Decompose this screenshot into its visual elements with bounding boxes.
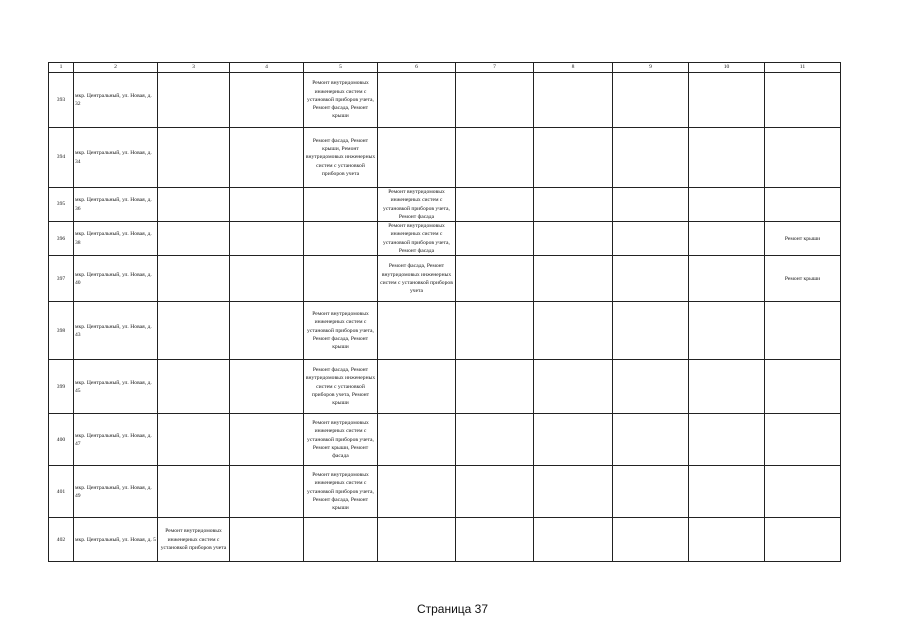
column-header: 11 (765, 63, 841, 73)
work-cell (230, 302, 304, 360)
work-cell (304, 256, 378, 302)
work-cell (689, 188, 765, 222)
table-row (49, 466, 841, 518)
work-cell (765, 414, 841, 466)
work-cell (689, 128, 765, 188)
row-number: 396 (49, 222, 74, 256)
work-cell (534, 188, 613, 222)
row-number: 400 (49, 414, 74, 466)
table-row (49, 414, 841, 466)
work-cell (158, 414, 230, 466)
work-cell (534, 518, 613, 562)
column-header: 4 (230, 63, 304, 73)
column-header: 6 (378, 63, 456, 73)
row-number: 399 (49, 360, 74, 414)
work-cell (765, 518, 841, 562)
table-row (49, 73, 841, 128)
work-cell: Ремонт внутридомовых инженерных систем с установкой приборов учета, Ремонт крыши, Ремонт фасада (304, 414, 378, 466)
address-cell: мкр. Центральный, ул. Новая, д. 38 (74, 222, 158, 256)
table-row (49, 222, 841, 256)
column-header: 3 (158, 63, 230, 73)
work-cell (534, 222, 613, 256)
work-cell (765, 360, 841, 414)
work-cell (158, 360, 230, 414)
work-cell (456, 73, 534, 128)
work-cell (534, 128, 613, 188)
work-cell (158, 466, 230, 518)
work-cell (534, 256, 613, 302)
address-cell: мкр. Центральный, ул. Новая, д. 5 (74, 518, 158, 562)
column-header: 10 (689, 63, 765, 73)
table-row (49, 188, 841, 222)
work-cell (534, 414, 613, 466)
work-cell (613, 256, 689, 302)
work-cell (230, 518, 304, 562)
column-header: 5 (304, 63, 378, 73)
table-row (49, 256, 841, 302)
work-cell (613, 360, 689, 414)
work-cell (456, 188, 534, 222)
work-cell: Ремонт внутридомовых инженерных систем с установкой приборов учета, Ремонт фасада (378, 222, 456, 256)
row-number: 402 (49, 518, 74, 562)
row-number: 393 (49, 73, 74, 128)
work-cell (304, 222, 378, 256)
work-cell: Ремонт внутридомовых инженерных систем с установкой приборов учета, Ремонт фасада (378, 188, 456, 222)
row-number: 397 (49, 256, 74, 302)
work-cell (456, 302, 534, 360)
work-cell (613, 302, 689, 360)
work-cell (158, 128, 230, 188)
work-cell (158, 302, 230, 360)
address-cell: мкр. Центральный, ул. Новая, д. 32 (74, 73, 158, 128)
work-cell (689, 222, 765, 256)
work-cell (765, 128, 841, 188)
table-row (49, 360, 841, 414)
address-cell: мкр. Центральный, ул. Новая, д. 45 (74, 360, 158, 414)
work-cell (613, 188, 689, 222)
work-cell (456, 128, 534, 188)
work-cell (613, 73, 689, 128)
work-cell (230, 360, 304, 414)
work-cell (378, 302, 456, 360)
work-cell (230, 256, 304, 302)
work-cell: Ремонт внутридомовых инженерных систем с установкой приборов учета, Ремонт фасада, Ремонт крыши (304, 466, 378, 518)
work-cell (230, 188, 304, 222)
work-cell (765, 466, 841, 518)
work-cell: Ремонт крыши (765, 222, 841, 256)
work-cell (230, 414, 304, 466)
work-cell (456, 414, 534, 466)
column-header: 1 (49, 63, 74, 73)
work-cell: Ремонт фасада, Ремонт крыши, Ремонт внутридомовых инженерных систем с установкой приборов учета (304, 128, 378, 188)
table-row (49, 302, 841, 360)
work-cell (689, 518, 765, 562)
work-cell (378, 73, 456, 128)
work-cell (304, 518, 378, 562)
work-cell: Ремонт крыши (765, 256, 841, 302)
work-cell (304, 188, 378, 222)
work-cell (456, 360, 534, 414)
work-cell (689, 466, 765, 518)
work-cell (378, 128, 456, 188)
work-cell (378, 414, 456, 466)
work-cell (534, 302, 613, 360)
row-number: 394 (49, 128, 74, 188)
work-cell (613, 518, 689, 562)
work-cell: Ремонт внутридомовых инженерных систем с установкой приборов учета, Ремонт фасада, Ремонт крыши (304, 302, 378, 360)
column-header: 8 (534, 63, 613, 73)
work-cell (158, 188, 230, 222)
work-cell (534, 360, 613, 414)
table-body (49, 63, 841, 562)
work-cell: Ремонт внутридомовых инженерных систем с установкой приборов учета, Ремонт фасада, Ремонт крыши (304, 73, 378, 128)
work-cell: Ремонт внутридомовых инженерных систем с установкой приборов учета (158, 518, 230, 562)
work-cell (378, 466, 456, 518)
work-cell (456, 222, 534, 256)
work-cell (689, 360, 765, 414)
work-cell (158, 256, 230, 302)
work-cell (689, 414, 765, 466)
row-number: 401 (49, 466, 74, 518)
header-row (49, 63, 841, 73)
work-cell (230, 466, 304, 518)
work-cell (158, 222, 230, 256)
address-cell: мкр. Центральный, ул. Новая, д. 43 (74, 302, 158, 360)
page-number: Страница 37 (416, 602, 489, 616)
table-row (49, 518, 841, 562)
work-cell (765, 73, 841, 128)
work-cell (456, 466, 534, 518)
work-cell (613, 128, 689, 188)
table-row (49, 128, 841, 188)
work-cell (158, 73, 230, 128)
column-header: 7 (456, 63, 534, 73)
address-cell: мкр. Центральный, ул. Новая, д. 49 (74, 466, 158, 518)
column-header: 2 (74, 63, 158, 73)
work-cell (613, 466, 689, 518)
work-cell (230, 128, 304, 188)
work-cell (534, 73, 613, 128)
column-header: 9 (613, 63, 689, 73)
address-cell: мкр. Центральный, ул. Новая, д. 36 (74, 188, 158, 222)
work-cell (689, 73, 765, 128)
work-cell (689, 256, 765, 302)
work-cell: Ремонт фасада, Ремонт внутридомовых инженерных систем с установкой приборов учета (378, 256, 456, 302)
row-number: 398 (49, 302, 74, 360)
work-cell (765, 302, 841, 360)
work-cell (456, 518, 534, 562)
work-cell (456, 256, 534, 302)
work-cell: Ремонт фасада, Ремонт внутридомовых инженерных систем с установкой приборов учета, Ремонт крыши (304, 360, 378, 414)
work-cell (689, 302, 765, 360)
address-cell: мкр. Центральный, ул. Новая, д. 34 (74, 128, 158, 188)
work-cell (230, 73, 304, 128)
work-cell (765, 188, 841, 222)
work-cell (378, 360, 456, 414)
row-number: 395 (49, 188, 74, 222)
work-cell (534, 466, 613, 518)
work-cell (613, 414, 689, 466)
address-cell: мкр. Центральный, ул. Новая, д. 40 (74, 256, 158, 302)
work-cell (230, 222, 304, 256)
work-cell (378, 518, 456, 562)
work-cell (613, 222, 689, 256)
address-cell: мкр. Центральный, ул. Новая, д. 47 (74, 414, 158, 466)
repair-schedule-table (48, 62, 841, 562)
